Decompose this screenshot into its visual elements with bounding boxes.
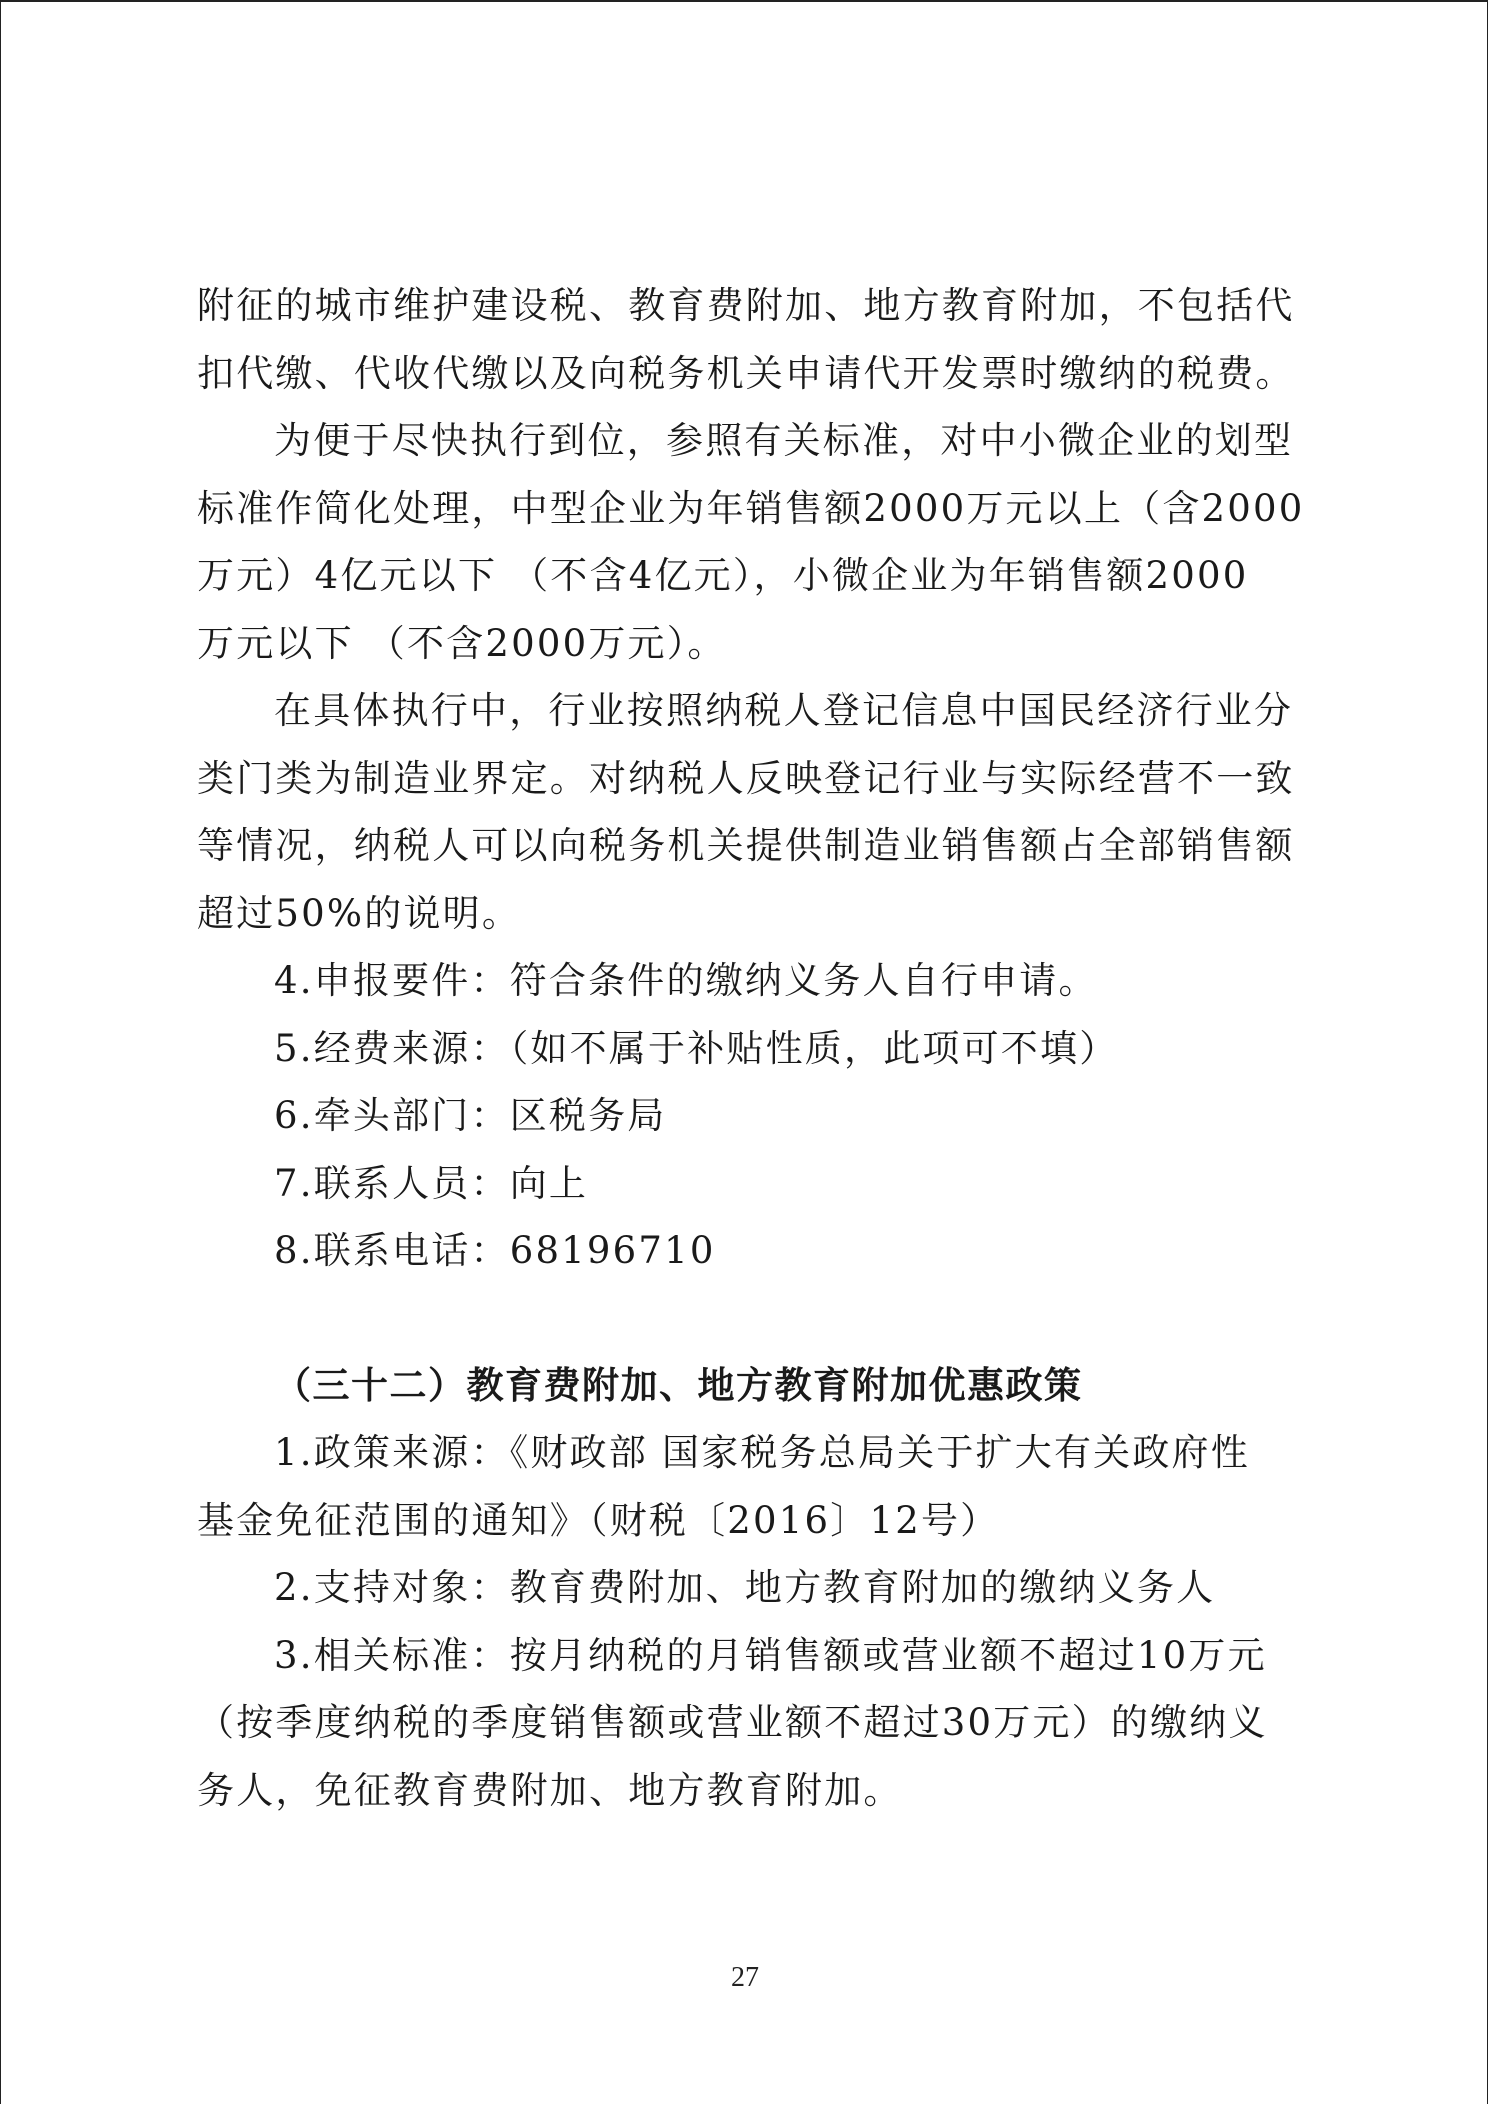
section-spacer [197,1285,1297,1352]
item-contact-phone: 8.联系电话：68196710 [274,1229,716,1272]
text-line: 万元以下 （不含2000万元）。 [197,621,727,665]
item-application-requirements: 4.申报要件：符合条件的缴纳义务人自行申请。 [274,959,1098,1002]
item-funding-source: 5.经费来源：（如不属于补贴性质，此项可不填） [274,1026,1119,1070]
text-line: 超过50%的说明。 [197,891,522,935]
item-support-target: 2.支持对象：教育费附加、地方教育附加的缴纳义务人 [274,1566,1216,1609]
text-line: 1.政策来源：《财政部 国家税务总局关于扩大有关政府性 [274,1431,1250,1474]
text-line: 为便于尽快执行到位，参照有关标准，对中小微企业的划型 [274,419,1294,462]
text-line: 类门类为制造业界定。对纳税人反映登记行业与实际经营不一致 [197,756,1295,800]
text-line: 扣代缴、代收代缴以及向税务机关申请代开发票时缴纳的税费。 [197,351,1295,395]
text-line: （按季度纳税的季度销售额或营业额不超过30万元）的缴纳义 [197,1701,1268,1744]
item-contact-person: 7.联系人员：向上 [274,1161,589,1205]
item-lead-department: 6.牵头部门：区税务局 [274,1094,667,1137]
paragraph-industry-definition [197,677,1297,947]
text-line: 基金免征范围的通知》（财税〔2016〕12号） [197,1498,1000,1542]
paragraph-tax-scope [197,272,1297,407]
section-heading: （三十二）教育费附加、地方教育附加优惠政策 [274,1363,1083,1407]
text-line: 标准作简化处理，中型企业为年销售额2000万元以上（含2000 [197,486,1305,530]
item-relevant-standard [197,1622,1297,1825]
text-line: 在具体执行中，行业按照纳税人登记信息中国民经济行业分 [274,689,1294,732]
text-line: 万元）4亿元以下 （不含4亿元），小微企业为年销售额2000 [197,554,1249,597]
text-line: 3.相关标准：按月纳税的月销售额或营业额不超过10万元 [274,1633,1267,1677]
page-number: 27 [731,1962,759,1993]
paragraph-enterprise-classification [197,407,1305,677]
item-policy-source [197,1419,1297,1554]
page-content [197,272,1305,1824]
text-line: 等情况，纳税人可以向税务机关提供制造业销售额占全部销售额 [197,824,1295,867]
text-line: 务人，免征教育费附加、地方教育附加。 [197,1768,903,1812]
text-line: 附征的城市维护建设税、教育费附加、地方教育附加，不包括代 [197,284,1295,327]
